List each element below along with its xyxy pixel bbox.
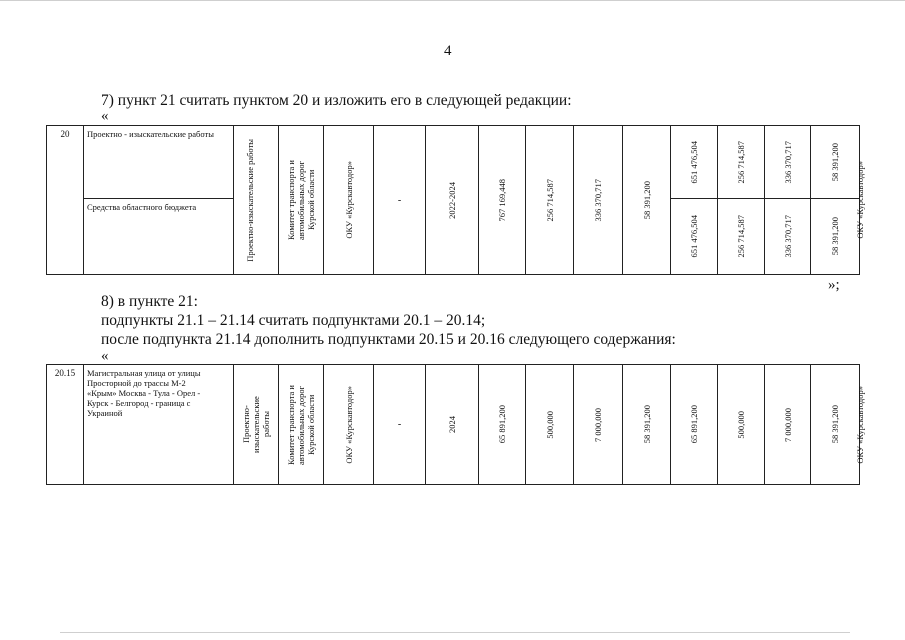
bottom-value-3: 336 370,717	[765, 199, 811, 275]
value-2: 7 000,000	[574, 365, 623, 485]
value-1: 500,000	[526, 365, 574, 485]
work-type: Проектно-изыскательские работы	[234, 126, 279, 275]
work-name: Проектно - изыскательские работы	[84, 126, 234, 199]
budget-source: Средства областного бюджета	[84, 199, 234, 275]
item8-heading: 8) в пункте 21:	[101, 293, 198, 310]
right-value-3: 7 000,000	[765, 365, 811, 485]
row-number: 20.15	[47, 365, 84, 485]
contractor: ОКУ «Курскавтодор»	[324, 365, 374, 485]
value-3: 58 391,200	[623, 126, 671, 275]
open-quote-2: «	[101, 348, 109, 364]
top-scan-edge	[0, 0, 905, 1]
period: 2024	[426, 365, 479, 485]
customer: Комитет транспорта и автомобильных дорог Курской области	[279, 126, 324, 275]
table-item-20: 20 Проектно - изыскательские работы Проектно-изыскательские работы Комитет транспорта и автомобильных дорог Курской области ОКУ «Курскавтодор» - 2022-2024 767 169,448 256 714,587 336 370,717 58 391,200 651 476,504 256 714,587 336 370,717 58 391,200 ОКУ «Курскавтодор» Средства областного бюджета 651 476,504 256 714,587 336 370,717 58 391,200	[46, 125, 860, 275]
dash-cell: -	[374, 365, 426, 485]
work-type: Проектно-изыскательские работы	[234, 365, 279, 485]
dash-cell: -	[374, 126, 426, 275]
table-item-20-15: 20.15 Магистральная улица от улицы Просторной до трассы М-2 «Крым» Москва - Тула - Орел - Курск - Белгород - граница с Украиной Проектно-изыскательские работы Комитет транспорта и автомобильных дорог Курской области ОКУ «Курскавтодор» - 2024 65 891,200 500,000 7 000,000 58 391,200 65 891,200 500,000 7 000,000 58 391,200 ОКУ «Курскавтодор»	[46, 364, 860, 485]
bottom-scan-edge	[60, 632, 850, 633]
item8-line2: подпункты 21.1 – 21.14 считать подпунктами 20.1 – 20.14;	[101, 312, 486, 329]
customer: Комитет транспорта и автомобильных дорог Курской области	[279, 365, 324, 485]
contractor: ОКУ «Курскавтодор»	[324, 126, 374, 275]
page-number: 4	[444, 43, 452, 59]
bottom-value-4: 58 391,200	[811, 199, 860, 275]
right-value-2: 500,000	[718, 365, 765, 485]
value-1: 256 714,587	[526, 126, 574, 275]
open-quote-1: «	[101, 108, 109, 124]
top-value-2: 256 714,587	[718, 126, 765, 199]
row-number: 20	[47, 126, 84, 275]
item7-heading: 7) пункт 21 считать пунктом 20 и изложить его в следующей редакции:	[101, 92, 572, 109]
total-cost: 767 169,448	[479, 126, 526, 275]
bottom-value-2: 256 714,587	[718, 199, 765, 275]
value-3: 58 391,200	[623, 365, 671, 485]
right-value-1: 65 891,200	[671, 365, 718, 485]
period: 2022-2024	[426, 126, 479, 275]
top-value-4: 58 391,200	[811, 126, 860, 199]
close-quote: »;	[828, 277, 840, 293]
total-cost: 65 891,200	[479, 365, 526, 485]
right-value-4: 58 391,200	[811, 365, 860, 485]
value-2: 336 370,717	[574, 126, 623, 275]
top-value-1: 651 476,504	[671, 126, 718, 199]
work-name: Магистральная улица от улицы Просторной до трассы М-2 «Крым» Москва - Тула - Орел - Курск - Белгород - граница с Украиной	[84, 365, 234, 485]
bottom-value-1: 651 476,504	[671, 199, 718, 275]
item8-line3: после подпункта 21.14 дополнить подпунктами 20.15 и 20.16 следующего содержания:	[101, 331, 676, 348]
top-value-3: 336 370,717	[765, 126, 811, 199]
